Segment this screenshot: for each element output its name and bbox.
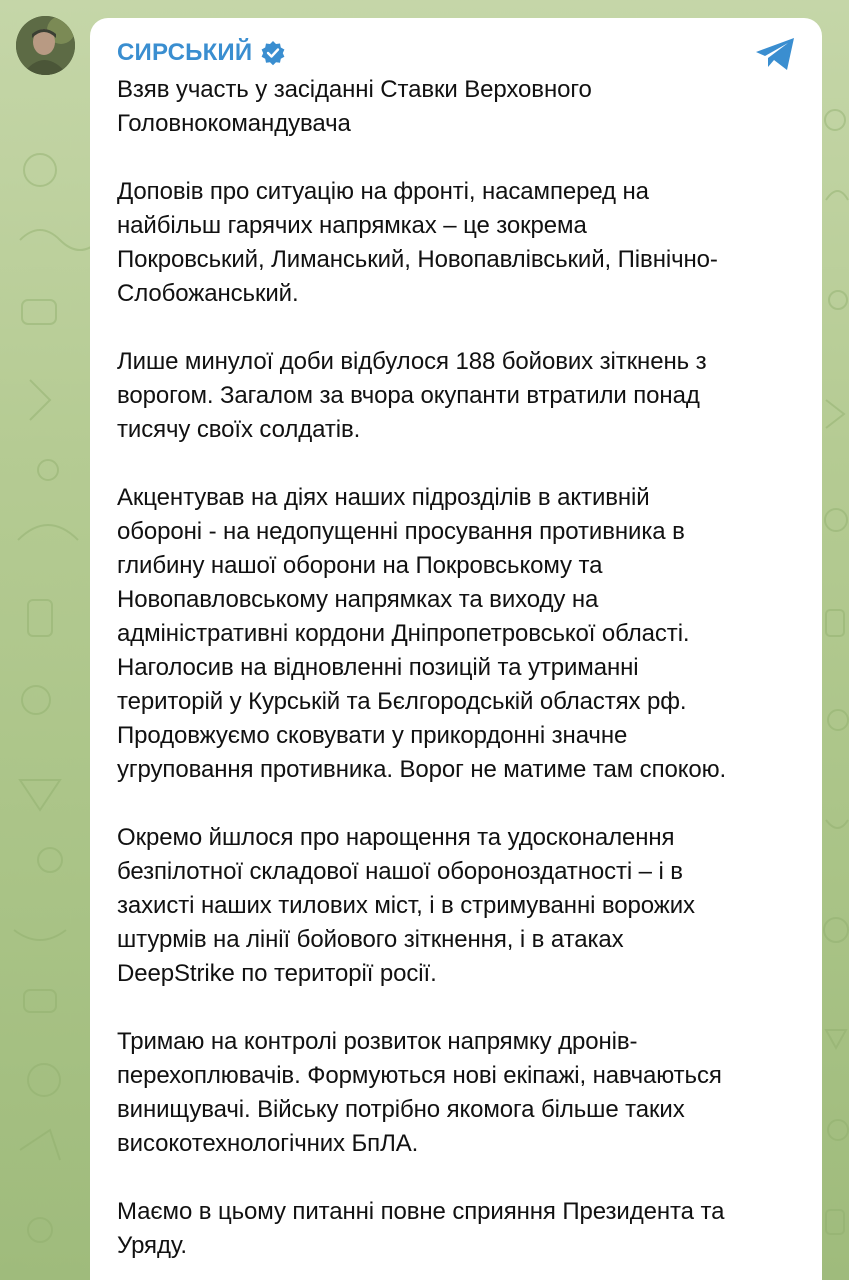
message-line: Окремо йшлося про нарощення та удосконалення <box>117 824 675 851</box>
message-paragraph <box>117 175 794 311</box>
message-line: Слобожанський. <box>117 280 299 307</box>
message-line: штурмів на лінії бойового зіткнення, і в атаках <box>117 926 624 953</box>
message-line: Покровський, Лиманський, Новопавлівський, Північно- <box>117 246 718 273</box>
message-line: Головнокомандувача <box>117 110 351 137</box>
message-line: Тримаю на контролі розвиток напрямку дронів- <box>117 1028 638 1055</box>
message-header <box>117 36 794 70</box>
channel-avatar[interactable] <box>16 16 75 75</box>
message-paragraph <box>117 73 794 141</box>
message-paragraph <box>117 345 794 447</box>
message-line: перехоплювачів. Формуються нові екіпажі, навчаються <box>117 1062 722 1089</box>
message-line: обороні - на недопущенні просування противника в <box>117 518 685 545</box>
message-line: найбільш гарячих напрямках – це зокрема <box>117 212 587 239</box>
message-line: високотехнологічних БпЛА. <box>117 1130 419 1157</box>
message-line: захисті наших тилових міст, і в стримуванні ворожих <box>117 892 695 919</box>
message-paragraph <box>117 1025 794 1161</box>
message-line: ворогом. Загалом за вчора окупанти втратили понад <box>117 382 700 409</box>
message-line: Взяв участь у засіданні Ставки Верховного <box>117 76 592 103</box>
message-text <box>117 73 794 1263</box>
message-line: Новопавловському напрямках та виходу на <box>117 586 599 613</box>
message-line: винищувачі. Війську потрібно якомога більше таких <box>117 1096 685 1123</box>
channel-name[interactable]: СИРСЬКИЙ <box>117 39 253 66</box>
message-line: адміністративні кордони Дніпропетровської області. <box>117 620 690 647</box>
message-line: глибину нашої оборони на Покровському та <box>117 552 603 579</box>
message-line: безпілотної складової нашої обороноздатності – і в <box>117 858 683 885</box>
message-line: Наголосив на відновленні позицій та утриманні <box>117 654 639 681</box>
message-paragraph <box>117 1195 794 1263</box>
message-line: територій у Курській та Бєлгородській областях рф. <box>117 688 687 715</box>
avatar-photo-icon <box>16 16 75 75</box>
message-paragraph <box>117 481 794 787</box>
message-line: Уряду. <box>117 1232 187 1259</box>
message-bubble <box>90 18 822 1280</box>
message-line: Лише минулої доби відбулося 188 бойових зіткнень з <box>117 348 707 375</box>
message-line: Маємо в цьому питанні повне сприяння Президента та <box>117 1198 725 1225</box>
message-paragraph <box>117 821 794 991</box>
telegram-send-icon[interactable] <box>754 36 796 72</box>
message-line: угруповання противника. Ворог не матиме там спокою. <box>117 756 727 783</box>
message-line: Доповів про ситуацію на фронті, насамперед на <box>117 178 649 205</box>
message-line: DeepStrike по території росії. <box>117 960 437 987</box>
message-line: Акцентував на діях наших підрозділів в активній <box>117 484 650 511</box>
verified-badge-icon <box>260 40 286 66</box>
message-line: Продовжуємо сковувати у прикордонні значне <box>117 722 628 749</box>
message-line: тисячу своїх солдатів. <box>117 416 361 443</box>
